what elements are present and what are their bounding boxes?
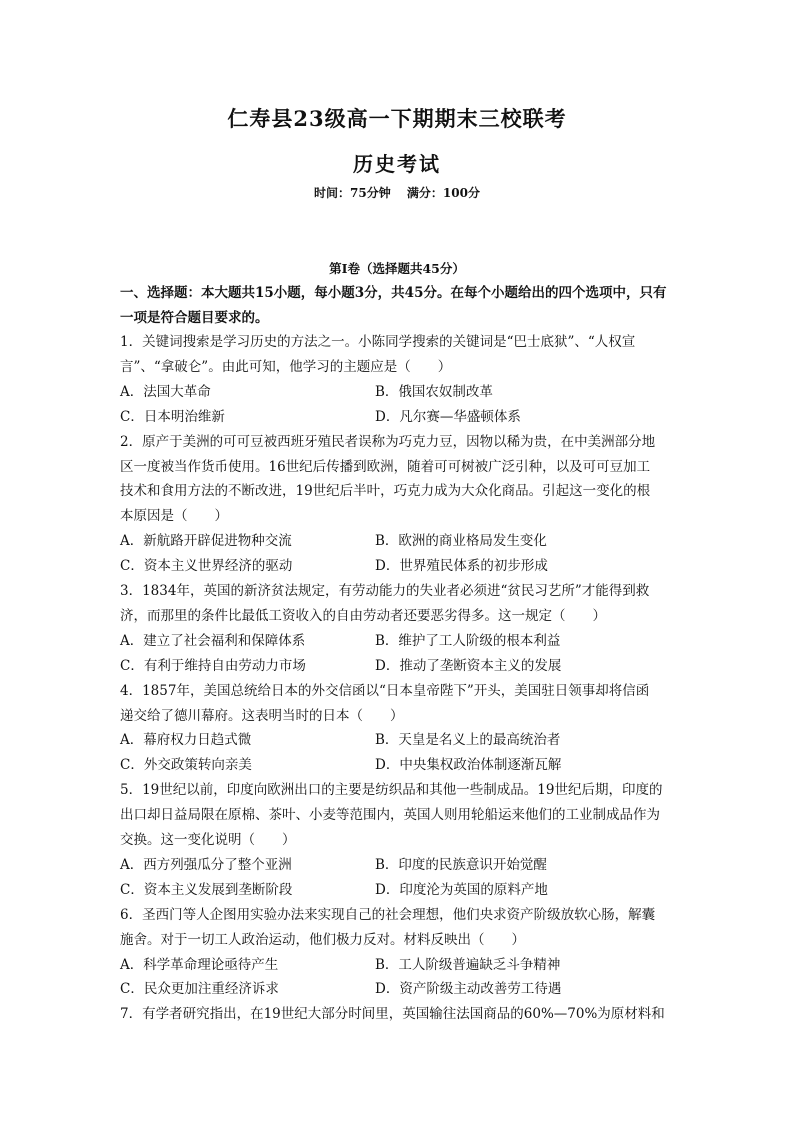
question-5-option: A．西方列强瓜分了整个亚洲	[120, 856, 292, 873]
question-6-option: C．民众更加注重经济诉求	[120, 981, 279, 998]
question-3-option: A．建立了社会福利和保障体系	[120, 632, 306, 649]
question-4-option: A．幕府权力日趋式微	[120, 732, 252, 749]
question-3-option: C．有利于维持自由劳动力市场	[120, 657, 306, 674]
question-1-line: 1．关键词搜索是学习历史的方法之一。小陈同学搜索的关键词是“巴士底狱”、“人权宣	[120, 334, 636, 350]
instruction-line: 一项是符合题目要求的。	[120, 310, 269, 326]
question-5-line: 交换。这一变化说明（ ）	[120, 832, 296, 848]
question-3-option: B．维护了工人阶级的根本利益	[375, 632, 561, 649]
question-6-option: D．资产阶级主动改善劳工待遇	[375, 981, 562, 998]
question-3-line: 济，而那里的条件比最低工资收入的自由劳动者还要恶劣得多。这一规定（ ）	[120, 607, 606, 624]
question-2-line: 区一度被当作货币使用。16世纪后传播到欧洲，随着可可树被广泛引种，以及可可豆加工	[120, 458, 651, 475]
question-5-option: B．印度的民族意识开始觉醒	[375, 856, 547, 873]
question-1-line: 言”、“拿破仑”。由此可知，他学习的主题应是（ ）	[120, 358, 452, 375]
exam-time: 时间：75分钟	[314, 186, 391, 200]
exam-score: 满分：100分	[406, 186, 480, 200]
question-3-line: 3．1834年，英国的新济贫法规定，有劳动能力的失业者必须进“贫民习艺所”才能得到救	[120, 583, 650, 599]
section-heading: 第Ⅰ卷（选择题共45分）	[329, 261, 465, 276]
question-4-line: 递交给了德川幕府。这表明当时的日本（ ）	[120, 707, 404, 724]
question-3-option: D．推动了垄断资本主义的发展	[375, 657, 562, 674]
question-2-option: A．新航路开辟促进物种交流	[120, 533, 292, 550]
question-2-line: 2．原产于美洲的可可豆被西班牙殖民者误称为巧克力豆，因物以稀为贵，在中美洲部分地	[120, 433, 656, 450]
question-2-line: 本原因是（ ）	[120, 508, 228, 525]
exam-meta	[0, 184, 794, 201]
question-4-line: 4．1857年，美国总统给日本的外交信函以“日本皇帝陛下”开头，美国驻日领事却将信函	[120, 682, 650, 699]
question-2-option: B．欧洲的商业格局发生变化	[375, 533, 547, 550]
question-6-option: A．科学革命理论亟待产生	[120, 956, 279, 973]
question-5-line: 5．19世纪以前，印度向欧洲出口的主要是纺织品和其他一些制成品。19世纪后期，印度的	[120, 782, 663, 799]
exam-subtitle: 历史考试	[353, 152, 441, 176]
question-5-option: C．资本主义发展到垄断阶段	[120, 881, 293, 898]
question-5-line: 出口却日益局限在原棉、茶叶、小麦等范围内，英国人则用轮船运来他们的工业制成品作为	[120, 807, 660, 824]
question-4-option: C．外交政策转向亲美	[120, 757, 252, 774]
question-7-line: 7．有学者研究指出，在19世纪大部分时间里，英国输往法国商品的60%—70%为原材料和	[120, 1006, 665, 1023]
question-1-option: A．法国大革命	[120, 383, 211, 400]
question-6-option: B．工人阶级普遍缺乏斗争精神	[375, 956, 561, 973]
question-1-option: D．凡尔赛—华盛顿体系	[375, 408, 521, 425]
question-2-option: D．世界殖民体系的初步形成	[375, 558, 548, 575]
instruction-line: 一、选择题：本大题共15小题，每小题3分，共45分。在每个小题给出的四个选项中，只有	[120, 285, 667, 301]
question-5-option: D．印度沦为英国的原料产地	[375, 881, 548, 898]
question-6-line: 6．圣西门等人企图用实验办法来实现自己的社会理想，他们央求资产阶级放软心肠，解囊	[120, 906, 656, 923]
section-instruction	[120, 281, 680, 331]
question-4-option: D．中央集权政治体制逐渐瓦解	[375, 757, 562, 774]
question-6-line: 施舍。对于一切工人政治运动，他们极力反对。材料反映出（ ）	[120, 931, 525, 948]
question-4-option: B．天皇是名义上的最高统治者	[375, 732, 561, 749]
question-1-option: B．俄国农奴制改革	[375, 383, 493, 400]
exam-title: 仁寿县23级高一下期期末三校联考	[227, 106, 567, 131]
question-2-line: 技术和食用方法的不断改进，19世纪后半叶，巧克力成为大众化商品。引起这一变化的根	[120, 483, 651, 500]
question-2-option: C．资本主义世界经济的驱动	[120, 558, 293, 575]
question-1-option: C．日本明治维新	[120, 408, 225, 425]
